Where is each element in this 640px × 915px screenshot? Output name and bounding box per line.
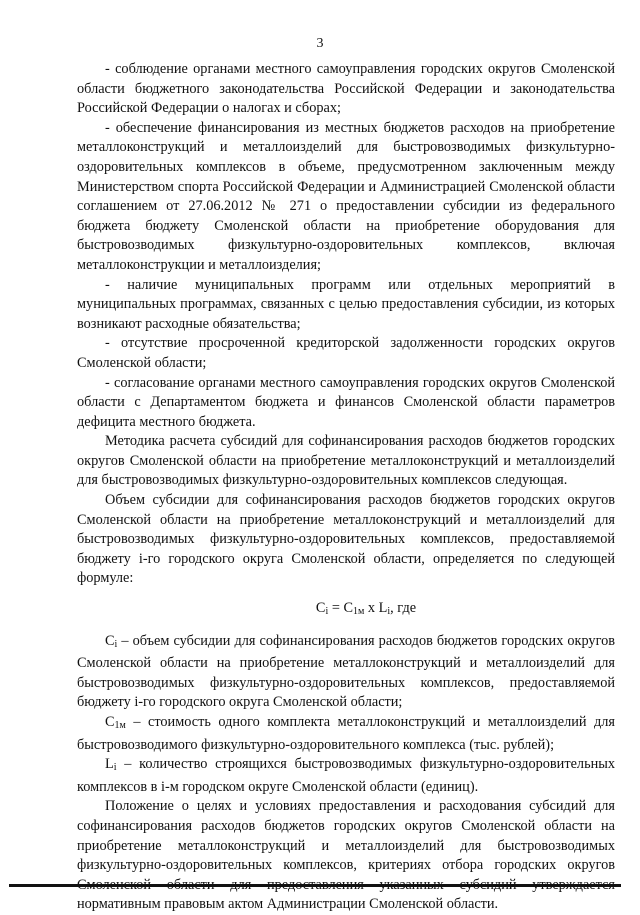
definition-li-symbol: L — [105, 756, 114, 773]
formula-ci-sub: i — [325, 606, 329, 618]
subsidy-formula — [77, 599, 615, 622]
definition-ci-text: – объем субсидии для софинансирования расходов бюджетов городских округов Смоленской области на приобретение металлоконструкций и металлоизделий для быстровозводимых физкультурно-оздоровительных комплексов, предоставляемой бюджету i-го городского округа Смоленской области; — [77, 632, 615, 711]
subsidy-volume-paragraph: Объем субсидии для софинансирования расходов бюджетов городских округов Смоленской области на приобретение металлоконструкций и металлоизделий для быстровозводимых физкультурно-оздоровительных комплексов, предоставляемой бюджету i-го городского округа Смоленской области, определяется по следующей формуле: — [77, 492, 615, 587]
formula-times: x — [364, 600, 379, 617]
definition-ci-sub: i — [114, 638, 118, 650]
methodology-paragraph: Методика расчета субсидий для софинансирования расходов бюджетов городских округов Смоленской области на приобретение металлоконструкций и металлоизделий для быстровозводимых физкультурно-оздоровительных комплексов следующая. — [77, 433, 615, 489]
condition-municipal-programs: - наличие муниципальных программ или отдельных мероприятий в муниципальных программах, связанных с целью предоставления субсидии, из которых возникают расходные обязательства; — [77, 276, 615, 332]
definition-c1m-text: – стоимость одного комплекта металлоконструкций и металлоизделий для быстровозводимого физкультурно-оздоровительного комплекса (тыс. рублей); — [77, 714, 615, 753]
condition-financing: - обеспечение финансирования из местных бюджетов расходов на приобретение металлоконструкций и металлоизделий для быстровозводимых физкультурно-оздоровительных комплексов в объеме, предусмотренном заключенным между Министерством спорта Российской Федерации и Администрацией Смоленской области соглашением от 27.06.2012 № 271 о предоставлении субсидии из федерального бюджета бюджету Смоленской области на приобретение оборудования для быстровозводимых физкультурно-оздоровительных комплексов, включая металлоконструкции и металлоизделия; — [77, 119, 615, 273]
page-footer-rule — [9, 884, 621, 887]
document-body — [77, 60, 615, 915]
formula-equals: = — [328, 600, 344, 617]
definition-li-sub: i — [113, 762, 117, 774]
definition-c1m-symbol: C — [105, 714, 115, 730]
formula-li-sub: i — [387, 606, 391, 618]
condition-no-debt: - отсутствие просроченной кредиторской задолженности городских округов Смоленской области; — [77, 335, 615, 371]
definition-ci — [77, 632, 615, 713]
formula-li: L — [378, 600, 388, 617]
formula-c1m-sub: 1м — [353, 606, 365, 618]
definition-c1m-sub: 1м — [114, 720, 126, 731]
definition-li-text: – количество строящихся быстровозводимых физкультурно-оздоровительных комплексов в i-м городском округе Смоленской области (единиц). — [77, 756, 615, 795]
formula-tail: , где — [390, 600, 417, 617]
formula-ci: C — [315, 600, 326, 617]
formula-c1m: C — [343, 600, 354, 617]
condition-budget-law: - соблюдение органами местного самоуправления городских округов Смоленской области бюджетного законодательства Российской Федерации и законодательства Российской Федерации о налогах и сборах; — [77, 61, 615, 117]
definition-c1m — [77, 713, 615, 755]
definition-ci-symbol: C — [105, 632, 115, 649]
closing-paragraph: Положение о целях и условиях предоставления и расходования субсидий для софинансирования расходов бюджетов городских округов Смоленской области на приобретение металлоконструкций и металлоизделий для быстровозводимых физкультурно-оздоровительных комплексов, критериях отбора городских округов нормативным правовым актом Администрации Смоленской области. — [77, 798, 615, 913]
page-number: 3 — [316, 36, 324, 51]
condition-deficit-approval: - согласование органами местного самоуправления городских округов Смоленской области с Департаментом бюджета и финансов Смоленской области параметров дефицита местного бюджета. — [77, 374, 615, 430]
definition-li — [77, 755, 615, 797]
